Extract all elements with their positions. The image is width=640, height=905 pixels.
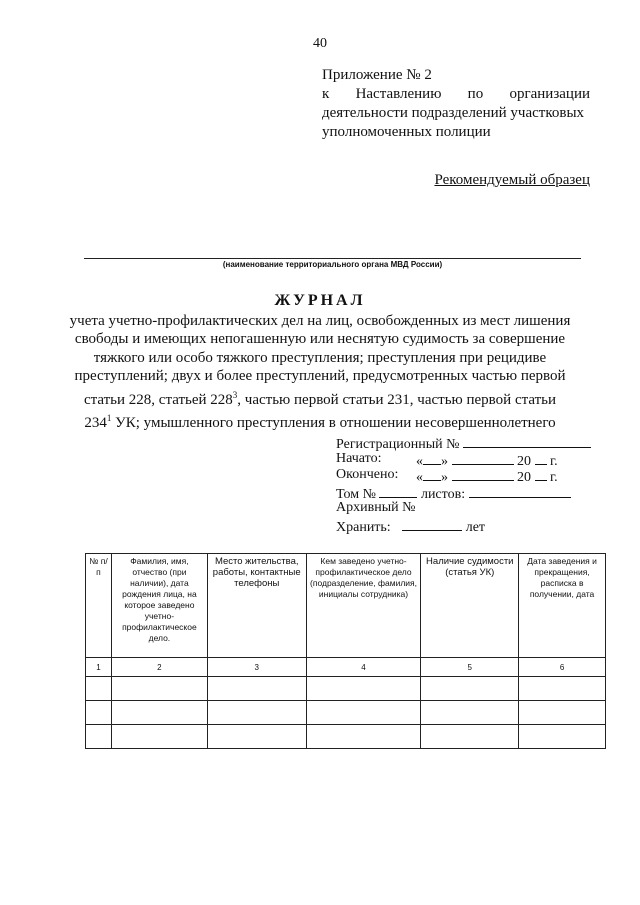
journal-line: преступлений; двух и более преступлений, предусмотренных частью первой: [74, 368, 566, 385]
finished-year-field[interactable]: [535, 467, 547, 481]
table-cell[interactable]: [306, 677, 421, 701]
archive-row: [336, 500, 591, 517]
table-cell[interactable]: [306, 725, 421, 749]
table-cell[interactable]: [421, 725, 519, 749]
started-row: [336, 451, 591, 468]
header-cell: № п/п: [86, 554, 112, 658]
header-cell: Наличие судимости (статья УК): [421, 554, 519, 658]
journal-text-part: , частью первой статьи 231, частью первой статьи: [237, 391, 557, 408]
table-cell[interactable]: [519, 677, 606, 701]
volume-field[interactable]: [379, 484, 417, 498]
appendix-word: к: [322, 86, 330, 102]
org-name-line: [84, 258, 581, 259]
journal-text-part: статьи 228, статьей 228: [83, 391, 233, 408]
superscript: 1: [106, 413, 112, 424]
table-cell[interactable]: [207, 725, 306, 749]
started-day-field[interactable]: [423, 451, 441, 465]
column-number: 6: [519, 658, 606, 677]
table-row: [86, 725, 606, 749]
column-number: 4: [306, 658, 421, 677]
reg-number-field[interactable]: [463, 434, 591, 448]
table-cell[interactable]: [111, 725, 207, 749]
finished-row: [336, 467, 591, 484]
appendix-word: Наставлению: [355, 86, 442, 102]
table-cell[interactable]: [519, 701, 606, 725]
header-cell: Дата заведения и прекращения, расписка в получении, дата: [519, 554, 606, 658]
keep-years-label: лет: [465, 519, 486, 535]
quote-open: «: [416, 470, 423, 485]
appendix-line-2: [322, 85, 590, 104]
reg-number-row: [336, 434, 591, 451]
keep-row: [336, 517, 591, 534]
column-number: 2: [111, 658, 207, 677]
reg-number-label: Регистрационный №: [336, 437, 460, 452]
header-cell: Место жительства, работы, контактные телефоны: [207, 554, 306, 658]
org-name-caption: (наименование территориального органа МВД России): [222, 260, 443, 269]
header-cell: Кем заведено учетно-профилактическое дело (подразделение, фамилия, инициалы сотрудника): [306, 554, 421, 658]
year-prefix: 20: [517, 470, 531, 485]
table-cell[interactable]: [207, 677, 306, 701]
table-number-row: [86, 658, 606, 677]
volume-label: Том №: [336, 486, 376, 502]
journal-line: [60, 409, 580, 432]
journal-title: ЖУРНАЛ: [274, 292, 366, 309]
table-cell[interactable]: [421, 701, 519, 725]
journal-text-part: 234: [84, 415, 107, 432]
started-year-field[interactable]: [535, 451, 547, 465]
table-cell[interactable]: [519, 725, 606, 749]
header-cell: Фамилия, имя, отчество (при наличии), дата рождения лица, на которое заведено учетно-профилактическое дело.: [111, 554, 207, 658]
journal-line: [60, 386, 580, 409]
table-cell[interactable]: [86, 725, 112, 749]
year-prefix: 20: [517, 453, 531, 469]
appendix-line-4: уполномоченных полиции: [322, 124, 491, 140]
column-number: 1: [86, 658, 112, 677]
sample-label: Рекомендуемый образец: [434, 172, 590, 188]
table-cell[interactable]: [111, 677, 207, 701]
appendix-word: по: [467, 86, 484, 102]
journal-table: [85, 553, 606, 749]
column-number: 5: [421, 658, 519, 677]
column-number: 3: [207, 658, 306, 677]
superscript: 3: [232, 389, 238, 400]
quote-open: «: [416, 453, 423, 469]
quote-close: »: [441, 453, 448, 469]
registration-block: [336, 434, 591, 533]
appendix-line-3: деятельности подразделений участковых: [322, 105, 585, 121]
finished-day-field[interactable]: [423, 467, 441, 481]
volume-row: [336, 484, 591, 501]
journal-description: [60, 312, 580, 432]
table-cell[interactable]: [86, 701, 112, 725]
sheets-label: листов:: [420, 486, 466, 502]
keep-field[interactable]: [402, 517, 462, 531]
table-row: [86, 701, 606, 725]
page-number: 40: [313, 36, 327, 51]
archive-label: Архивный №: [336, 500, 416, 515]
year-suffix: г.: [550, 470, 558, 485]
journal-text-part: УК; умышленного преступления в отношении несовершеннолетнего: [111, 415, 556, 432]
appendix-word: организации: [509, 86, 590, 102]
table-cell[interactable]: [421, 677, 519, 701]
table-cell[interactable]: [111, 701, 207, 725]
started-label: Начато:: [336, 450, 382, 466]
sheets-field[interactable]: [469, 484, 571, 498]
table-header-row: [86, 554, 606, 658]
year-suffix: г.: [550, 453, 558, 469]
journal-line: учета учетно-профилактических дел на лиц, освобожденных из мест лишения: [69, 313, 571, 329]
table-cell[interactable]: [306, 701, 421, 725]
finished-month-field[interactable]: [452, 467, 514, 481]
journal-line: тяжкого или особо тяжкого преступления; преступления при рецидиве: [93, 349, 547, 366]
started-month-field[interactable]: [452, 451, 514, 465]
keep-label: Хранить:: [336, 519, 391, 535]
table-row: [86, 677, 606, 701]
quote-close: »: [441, 470, 448, 485]
journal-line: свободы и имеющих непогашенную или неснятую судимость за совершение: [74, 331, 566, 348]
table-cell[interactable]: [86, 677, 112, 701]
appendix-block: [322, 66, 590, 142]
appendix-line-1: Приложение № 2: [322, 67, 432, 83]
table-cell[interactable]: [207, 701, 306, 725]
finished-label: Окончено:: [336, 467, 399, 482]
